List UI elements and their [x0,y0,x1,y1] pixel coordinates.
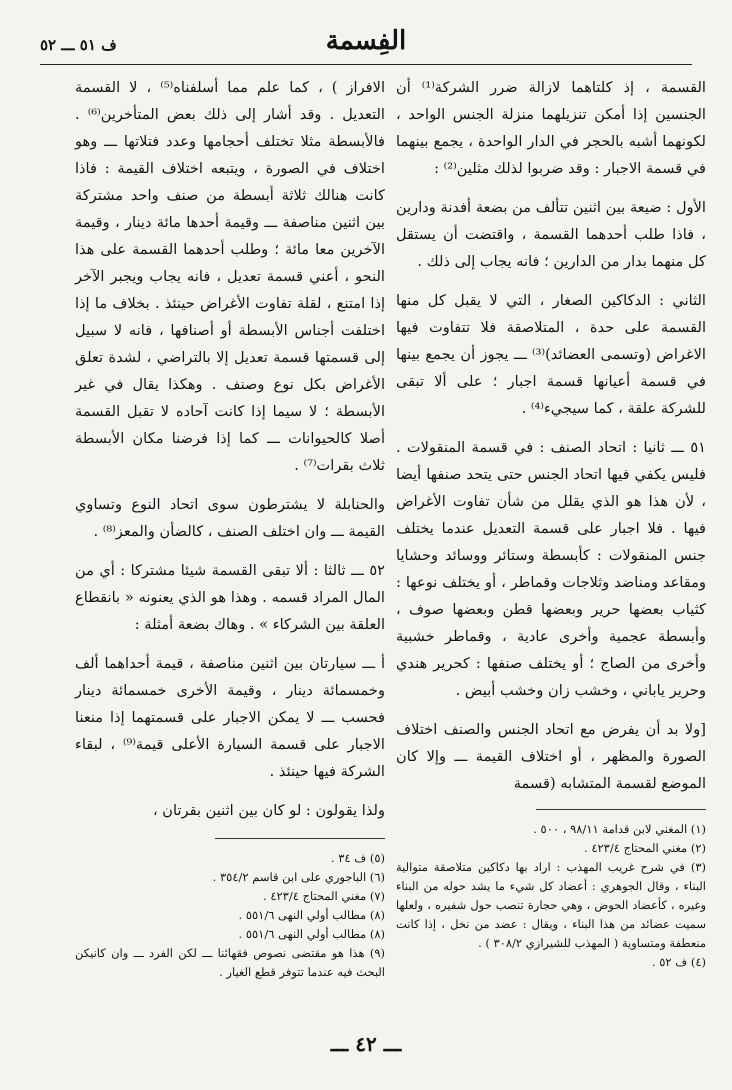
footnote: (٢) مغني المحتاج ٤٢٣/٤ . [584,841,706,855]
footnotes [75,849,385,982]
footnote: (١) المغني لابن قدامة ٩٨/١١ ، ٥٠٠ . [533,822,706,836]
page-header [40,24,692,65]
paragraph: ٥٢ ـــ ثالثا : ألا تبقى القسمة شيئا مشتركا : أي من المال المراد قسمه . وهذا هو الذي يعنونه « بانقطاع العلقة بين الشركاء » . وهاك بضعة أمثلة : [75,562,385,633]
section-reference: ف ٥١ ـــ ٥٢ [40,36,117,54]
paragraph: الثاني : الدكاكين الصغار ، التي لا يقبل كل منها القسمة على حدة ، المتلاصقة فلا تتفاوت فيها الاغراض (وتسمى العضائد)⁽³⁾ ـــ يجوز أن يجمع بينها في قسمة أعيانها قسمة اجبار ؛ على ألا تبقى للشركة علقة ، كما سيجيء⁽⁴⁾ . [396,292,706,417]
paragraph: الافراز ) ، كما علم مما أسلفناه⁽⁵⁾ ، لا القسمة التعديل . وقد أشار إلى ذلك بعض المتأخرين⁽⁶⁾ . فالأبسطة مثلا تختلف أحجامها وعدد فتلاتها ـــ وهو اختلاف في الصورة ، ويتبعه اختلاف القيمة : فاذا كانت هنالك ثلاثة أبسطة من صنف واحد مشتركة بين اثنين مناصفة ـــ وقيمة أحدها مائة دينار ، وقيمة الآخرين معا مائة ؛ وطلب أحدهما القسمة على هذا النحو ، أعني قسمة تعديل ، فانه يجاب ويجبر الآخر إذا امتنع ، لقلة تفاوت الأغراض حينئذ . بخلاف ما إذا اختلفت أجناس الأبسطة أو أصنافها ، فانه لا سبيل إلى قسمتها قسمة تعديل إلا بالتراضي ، لشدة تعلق الأغراض بكل نوع وصنف . وهكذا يقال في غير الأبسطة ؛ لا سيما إذا كانت آحاده لا تقبل القسمة أصلا كالحيوانات ـــ كما إذا فرضنا مكان الأبسطة ثلاث بقرات⁽⁷⁾ . [75,79,385,474]
footnote: (٨) مطالب أولي النهى ٥٥١/٦ . [238,908,385,922]
footnote-divider [215,838,385,839]
paragraph: والحنابلة لا يشترطون سوى اتحاد النوع وتساوي القيمة ـــ وان اختلف الصنف ، كالضأن والمعز⁽⁸⁾ . [75,496,385,540]
paragraph: الأول : ضيعة بين اثنين تتألف من بضعة أفدنة ودارين ، فاذا طلب أحدهما القسمة ، واقتضت أن يستقل كل منهما بدار من الدارين ؛ فانه يجاب إلى ذلك . [396,199,706,270]
footnote: (٦) الباجوري على ابن قاسم ٣٥٤/٢ . [212,870,385,884]
right-column [396,74,706,972]
footnote: (٨) مطالب أولي النهى ٥٥١/٦ . [238,927,385,941]
footnote: (٧) مغني المحتاج ٤٢٣/٤ . [263,889,385,903]
paragraph: القسمة ، إذ كلتاهما لازالة ضرر الشركة⁽¹⁾ أن الجنسين إذا أمكن تنزيلهما منزلة الجنس الواحد ، لكونهما أشبه بالحجر في الدار الواحدة ، يجمع بينهما في قسمة الاجبار : وقد ضربوا لذلك مثلين⁽²⁾ : [396,79,706,177]
footnote: (٩) هذا هو مقتضى نصوص فقهائنا ـــ لكن الفرد ـــ وان كانيكن البحث فيه عندما تتوفر قطع الغيار . [75,946,385,979]
footnotes [396,820,706,972]
paragraph: ٥١ ـــ ثانيا : اتحاد الصنف : في قسمة المنقولات . فليس يكفي فيها اتحاد الجنس حتى يتحد صنفها أيضا ، لأن هذا هو الذي يقلل من شأن تفاوت الأغراض فيها . فلا اجبار على قسمة التعديل عندما يختلف جنس المنقولات : كأبسطة وستائر ووسائد وحشايا ومقاعد ومناضد وثلاجات وقماطر ، أو يختلف نوعها : كثياب بعضها حرير وبعضها قطن وبعضها صوف ، وأبسطة عجمية وأخرى عادية ، وقماطر خشبية وأخرى من الصاج ؛ أو يختلف صنفها : كحرير هندي وحرير ياباني ، وخشب زان وخشب أبيض . [396,439,706,699]
paragraph: ولذا يقولون : لو كان بين اثنين بقرتان ، [152,802,385,819]
footnote: (٣) في شرح غريب المهذب : اراد بها دكاكين متلاصقة متوالية البناء ، وقال الجوهري : أعضاد كل شيء ما يشد حوله من البناء وغيره ، كأعضاد الحوض ، وهي حجارة تنصب حول شفيره ، ولعلها سميت عضائد من هذا البناء ، ويقال : عضد من نخل ، إذا كانت منعطفة ومتساوية ( المهذب للشيرازي ٣٠٨/٢ ) . [396,860,707,950]
left-column [75,74,385,982]
paragraph: أ ـــ سيارتان بين اثنين مناصفة ، قيمة أحداهما ألف وخمسمائة دينار ، وقيمة الأخرى خمسمائة دينار فحسب ـــ لا يمكن الاجبار على قسمتهما إذا منعنا الاجبار على قسمة السيارة الأعلى قيمة⁽⁹⁾ ، لبقاء الشركة فيها حينئذ . [75,655,385,780]
paragraph: [ولا بد أن يفرض مع اتحاد الجنس والصنف اختلاف الصورة والمظهر ، أو اختلاف القيمة ـــ وإلا كان الموضع لقسمة المتشابه (قسمة [396,721,706,792]
footnote-divider [536,809,706,810]
footnote: (٤) ف ٥٢ . [651,955,706,969]
running-title: الفِسمة [325,26,407,56]
page-number: ـــ ٤٢ ـــ [330,1032,402,1056]
footnote: (٥) ف ٣٤ . [330,851,385,865]
